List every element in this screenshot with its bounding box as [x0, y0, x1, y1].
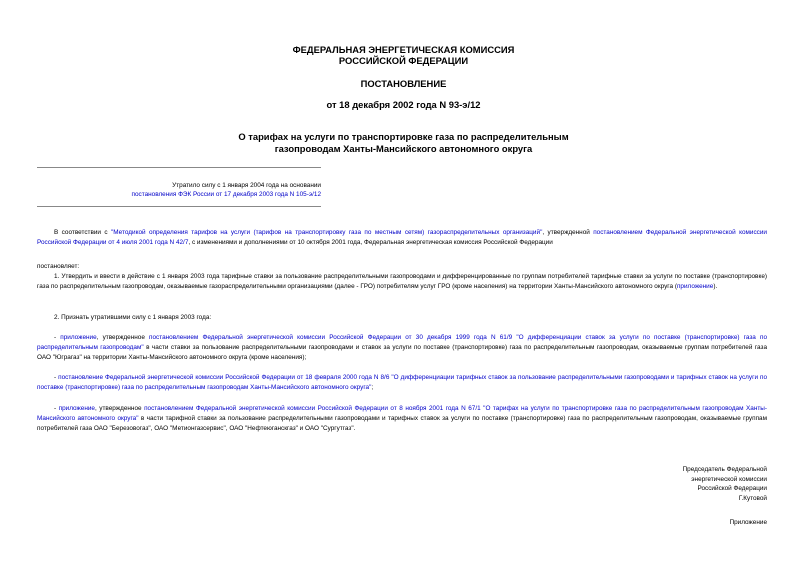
divider-top	[37, 167, 321, 168]
fek-resolution-61-9-link[interactable]: постановлением Федеральной энергетической комиссии Российской Федерации от 30 декабря 1999 года N 61/9 "О дифференциации ставок за услуги по поставке (транспортировке) газа по распределительным газопроводам"	[37, 334, 767, 351]
fek-resolution-8-6-link[interactable]: постановление Федеральной энергетической комиссии Российской Федерации от 18 февраля 2000 года N 8/6 "О дифференциации тарифных ставок за пользование распределительными газопроводами и тарифных ставок на услуги по поставке (транспортировке) газа по распределительным газопроводам Ханты-Мансийского автономного округа"	[37, 374, 768, 391]
bullet-1-appendix-link[interactable]: приложение	[60, 334, 97, 341]
preamble-paragraph	[37, 228, 767, 248]
preamble-text-1: В соответствии с	[54, 229, 112, 236]
item-2-paragraph: 2. Признать утратившими силу с 1 января 2003 года:	[54, 314, 212, 321]
document-title-line2: газопроводам Ханты-Мансийского автономного округа	[274, 143, 533, 154]
bullet-1-dash: -	[54, 334, 61, 341]
appendix-link[interactable]: приложение	[676, 283, 714, 290]
signature-line2: энергетической комиссии	[691, 475, 767, 483]
document-date: от 18 декабря 2002 года N 93-э/12	[326, 99, 481, 110]
bullet-3-dash: -	[54, 405, 59, 412]
decree-word: постановляет:	[37, 263, 80, 270]
signature-line1: Председатель Федеральной	[682, 466, 767, 473]
status-note	[37, 181, 321, 199]
commission-name-line2: РОССИЙСКОЙ ФЕДЕРАЦИИ	[338, 55, 469, 66]
bullet-2-end: ;	[371, 384, 374, 391]
signature-block	[683, 465, 767, 503]
item-1-end: ).	[713, 283, 718, 290]
divider-bottom	[37, 206, 321, 207]
item-1-text: 1. Утвердить и ввести в действие с 1 января 2003 года тарифные ставки за пользование распределительными газопроводами и дифференцированные по группам потребителей тарифные ставки за услуги по поставке (транспортировке) газа по распределительным газопроводам, оказываемые газораспределительными организациями (далее - ГРО) потребителям услуг ГРО (кроме населения) на территории Ханты-Мансийского автономного округа (	[37, 273, 767, 290]
bullet-1-text-1: , утвержденное	[96, 334, 150, 341]
bullet-1-text-2: в части ставки за пользование распределительными газопроводами и ставок за услуги по поставке (транспортировке) газа по распределительным газопроводам, оказываемые группам потребителей газа ОАО "Юграгаз" на территории Ханты-Мансийского автономного округа (кроме населения);	[37, 344, 768, 361]
bullet-3-text-2: в части тарифной ставки за пользование распределительными газопроводами и тарифных ставок за услуги по поставке (транспортировке) газа по распределительным газопроводам, оказываемые группам потребителей газа ОАО "Березовогаз", ОАО "Метионгазсервис", ОАО "Нефтеюганскгаз" и ОАО "Сургутгаз".	[37, 415, 767, 432]
item-1-paragraph	[37, 272, 767, 292]
bullet-3-text-1: , утвержденное	[95, 405, 145, 412]
signature-name: Г.Кутовой	[738, 494, 767, 502]
bullet-3-paragraph	[37, 404, 767, 434]
fek-resolution-42-7-link[interactable]: постановлением Федеральной энергетической комиссии Российской Федерации от 4 июля 2001 года N 42/7	[37, 229, 767, 246]
bullet-1-paragraph	[37, 333, 767, 363]
status-note-link[interactable]: постановления ФЭК России от 17 декабря 2003 года N 105-э/12	[131, 191, 321, 198]
document-type: ПОСТАНОВЛЕНИЕ	[360, 78, 447, 89]
preamble-text-3: , с изменениями и дополнениями от 10 октября 2001 года, Федеральная энергетическая комиссия Российской Федерации	[188, 239, 553, 246]
status-note-text: Утратило силу с 1 января 2004 года на основании	[172, 182, 321, 189]
bullet-3-appendix-link[interactable]: приложение	[58, 405, 95, 412]
bullet-2-dash: -	[54, 374, 59, 381]
signature-line3: Российской Федерации	[697, 485, 767, 492]
commission-name-line1: ФЕДЕРАЛЬНАЯ ЭНЕРГЕТИЧЕСКАЯ КОМИССИЯ	[292, 44, 515, 55]
bullet-2-paragraph	[37, 373, 767, 393]
fek-resolution-67-1-link[interactable]: постановлением Федеральной энергетической комиссии Российской Федерации от 8 ноября 2001 года N 67/1 "О тарифах на услуги по транспортировке газа по распределительным газопроводам Ханты-Мансийского автономного округа"	[37, 405, 767, 422]
preamble-text-2: , утвержденной	[542, 229, 594, 236]
appendix-label: Приложение	[729, 519, 767, 526]
document-title-line1: О тарифах на услуги по транспортировке газа по распределительным	[238, 131, 569, 142]
methodology-link[interactable]: "Методикой определения тарифов на услуги (тарифов на транспортировку газа по местным сетям) газораспределительных организаций"	[111, 229, 543, 236]
